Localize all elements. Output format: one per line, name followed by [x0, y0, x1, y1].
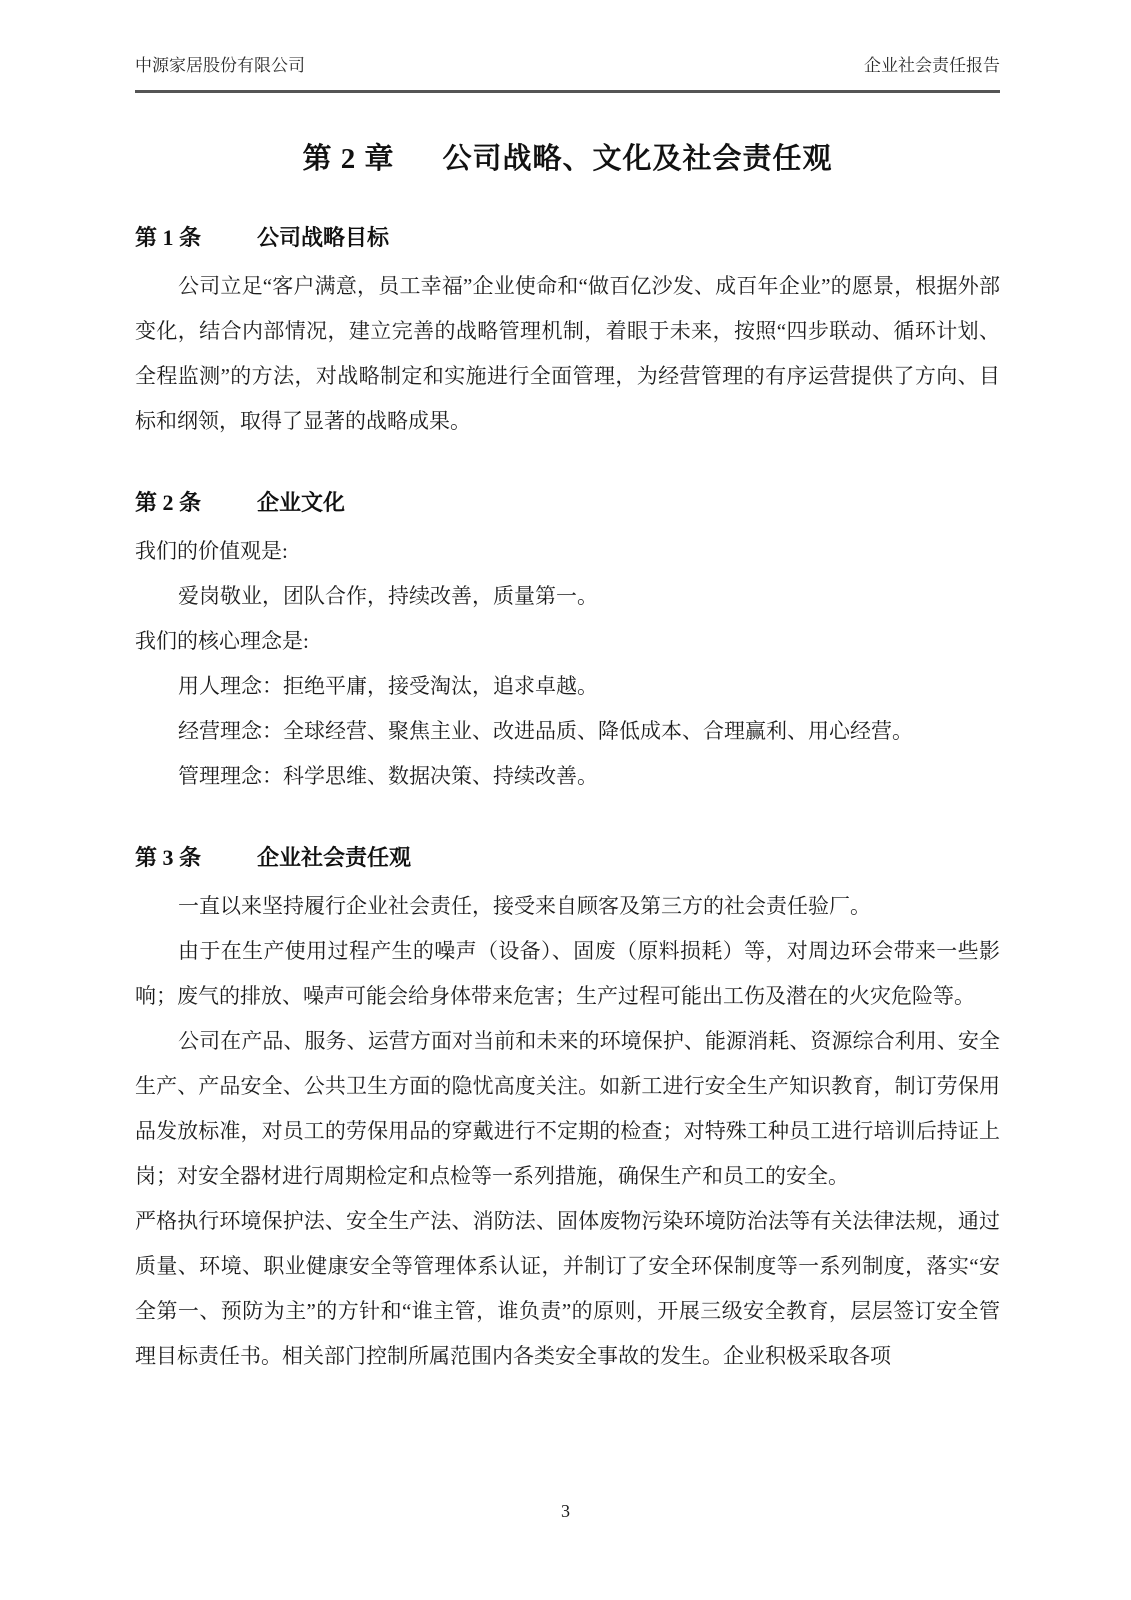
page-header	[135, 54, 1000, 78]
paragraph: 我们的价值观是:	[135, 538, 288, 563]
section-corporate-culture	[135, 486, 1000, 799]
page-footer	[0, 1501, 1131, 1522]
section-title: 公司战略目标	[257, 224, 390, 250]
section-label: 第 3 条	[135, 844, 202, 870]
section-heading	[135, 841, 1000, 874]
section-strategy-goals	[135, 221, 1000, 444]
paragraph: 管理理念：科学思维、数据决策、持续改善。	[178, 763, 598, 788]
chapter-number: 第 2 章	[302, 142, 395, 175]
header-rule	[135, 90, 1000, 93]
paragraph: 经营理念：全球经营、聚焦主业、改进品质、降低成本、合理赢利、用心经营。	[178, 718, 913, 743]
paragraph: 公司立足“客户满意，员工幸福”企业使命和“做百亿沙发、成百年企业”的愿景，根据外部变化，结合内部情况，建立完善的战略管理机制，着眼于未来，按照“四步联动、循环计划、全程监测”的方法，对战略制定和实施进行全面管理，为经营管理的有序运营提供了方向、目标和纲领，取得了显著的战略成果。	[135, 273, 1000, 433]
paragraph: 一直以来坚持履行企业社会责任，接受来自顾客及第三方的社会责任验厂。	[178, 893, 871, 918]
paragraph: 严格执行环境保护法、安全生产法、消防法、固体废物污染环境防治法等有关法律法规，通过质量、环境、职业健康安全等管理体系认证，并制订了安全环保制度等一系列制度，落实“安全第一、预防为主”的方针和“谁主管，谁负责”的原则，开展三级安全教育，层层签订安全管理目标责任书。相关部门控制所属范围内各类安全事故的发生。企业积极采取各项	[135, 1208, 1000, 1368]
page-number: 3	[561, 1501, 570, 1521]
chapter-title: 公司战略、文化及社会责任观	[442, 142, 833, 175]
section-social-responsibility-view	[135, 841, 1000, 1379]
paragraph: 用人理念：拒绝平庸，接受淘汰，追求卓越。	[178, 673, 598, 698]
section-heading	[135, 486, 1000, 519]
paragraph: 爱岗敬业，团队合作，持续改善，质量第一。	[178, 583, 598, 608]
section-label: 第 1 条	[135, 224, 202, 250]
header-company-name: 中源家居股份有限公司	[135, 56, 305, 75]
paragraph: 公司在产品、服务、运营方面对当前和未来的环境保护、能源消耗、资源综合利用、安全生产、产品安全、公共卫生方面的隐忧高度关注。如新工进行安全生产知识教育，制订劳保用品发放标准，对员工的劳保用品的穿戴进行不定期的检查；对特殊工种员工进行培训后持证上岗；对安全器材进行周期检定和点检等一系列措施，确保生产和员工的安全。	[135, 1028, 1000, 1188]
header-report-title: 企业社会责任报告	[864, 56, 1000, 75]
section-title: 企业社会责任观	[257, 844, 412, 870]
section-label: 第 2 条	[135, 489, 202, 515]
section-title: 企业文化	[257, 489, 346, 515]
chapter-heading	[135, 139, 1000, 179]
paragraph: 我们的核心理念是:	[135, 628, 309, 653]
section-heading	[135, 221, 1000, 254]
paragraph: 由于在生产使用过程产生的噪声（设备）、固废（原料损耗）等，对周边环会带来一些影响；废气的排放、噪声可能会给身体带来危害；生产过程可能出工伤及潜在的火灾危险等。	[135, 938, 1000, 1008]
